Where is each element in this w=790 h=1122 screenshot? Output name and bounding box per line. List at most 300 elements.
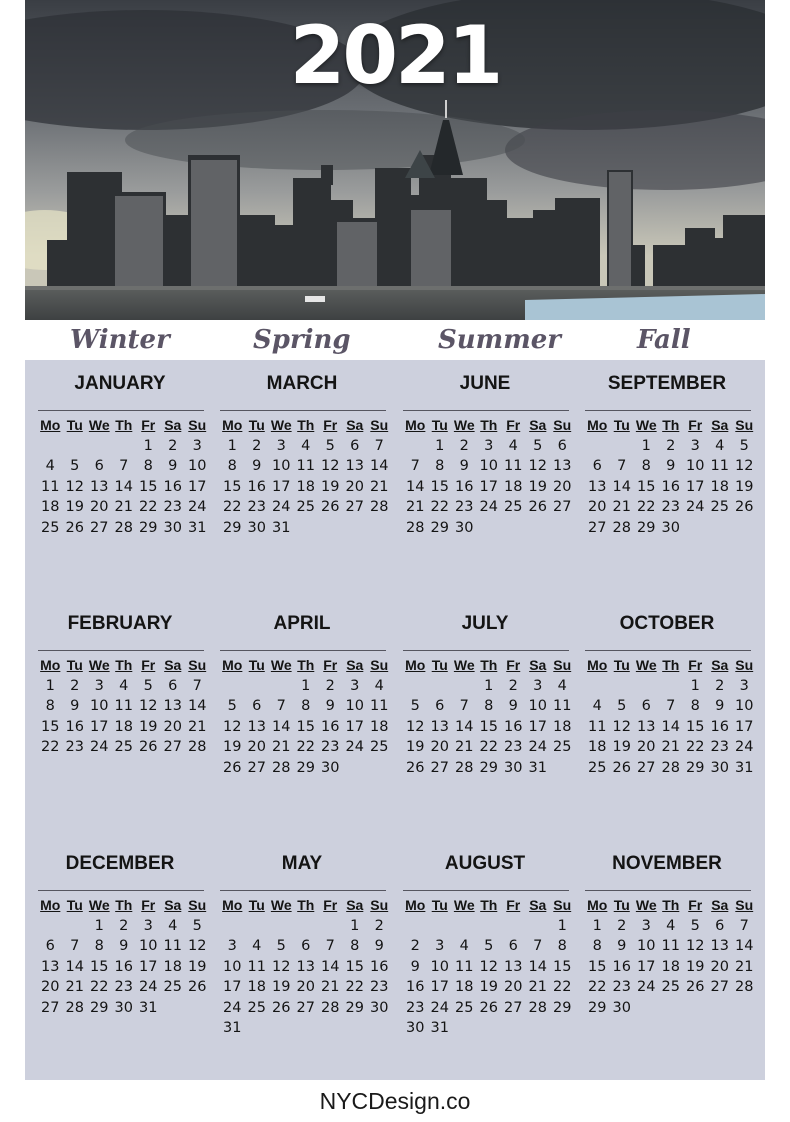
day-number: 3 <box>533 677 543 694</box>
day-number: 26 <box>735 499 754 515</box>
day-number: 18 <box>247 979 266 995</box>
month-block <box>212 370 392 600</box>
day-number: 6 <box>45 938 55 954</box>
day-number: 6 <box>301 938 311 954</box>
day-number: 10 <box>139 938 158 954</box>
weekday-header: Th <box>662 417 680 433</box>
day-number: 9 <box>617 938 627 954</box>
day-number: 18 <box>588 739 607 755</box>
weekday-header: Fr <box>323 417 338 433</box>
weekday-header: Fr <box>506 657 521 673</box>
day-number: 6 <box>252 698 262 714</box>
day-number: 19 <box>321 478 340 495</box>
day-number: 4 <box>374 677 384 694</box>
day-number: 24 <box>188 499 207 515</box>
day-number: 31 <box>223 1020 242 1036</box>
weekday-header: Sa <box>711 897 729 913</box>
day-number: 28 <box>735 979 754 995</box>
day-number: 4 <box>666 917 676 934</box>
season-fall: Fall <box>637 325 691 355</box>
calendar-panel <box>25 360 765 1080</box>
day-number: 6 <box>641 698 651 714</box>
weekday-header: Mo <box>40 657 61 673</box>
month-divider <box>585 650 751 651</box>
day-number: 11 <box>504 458 523 474</box>
day-number: 20 <box>430 739 449 755</box>
weekday-header: Sa <box>529 897 547 913</box>
day-number: 15 <box>637 478 656 495</box>
month-name: OCTOBER <box>619 613 715 634</box>
weekday-header: Th <box>662 657 680 673</box>
day-number: 8 <box>45 698 55 714</box>
day-number: 21 <box>612 499 631 515</box>
day-number: 23 <box>455 499 474 515</box>
month-name: MARCH <box>266 373 338 394</box>
day-number: 1 <box>557 917 567 934</box>
day-number: 16 <box>710 718 729 735</box>
empty-cell <box>220 678 245 699</box>
month-block <box>212 850 392 1080</box>
month-divider <box>220 650 386 651</box>
day-number: 19 <box>188 958 207 975</box>
day-number: 5 <box>533 437 543 454</box>
day-number: 13 <box>163 698 182 714</box>
empty-cell <box>245 678 270 699</box>
day-number: 3 <box>435 938 445 954</box>
weekday-header: Tu <box>431 897 448 913</box>
day-number: 18 <box>710 478 729 495</box>
day-number: 18 <box>163 958 182 975</box>
day-number: 4 <box>715 437 725 454</box>
day-number: 10 <box>272 458 291 474</box>
day-number: 22 <box>296 739 315 755</box>
day-number: 15 <box>553 958 572 975</box>
day-number: 6 <box>592 458 602 474</box>
day-number: 27 <box>345 499 364 515</box>
day-number: 27 <box>553 499 572 515</box>
month-block <box>577 370 757 600</box>
empty-cell <box>269 678 294 699</box>
month-divider <box>403 410 569 411</box>
weekday-header: Tu <box>613 417 630 433</box>
day-number: 26 <box>528 499 547 515</box>
day-number: 9 <box>168 458 178 474</box>
day-number: 29 <box>345 999 364 1016</box>
day-number: 8 <box>227 458 237 474</box>
empty-cell <box>501 918 526 939</box>
day-number: 7 <box>119 458 129 474</box>
weekday-header: Tu <box>613 897 630 913</box>
day-number: 16 <box>406 979 425 995</box>
day-number: 2 <box>325 677 335 694</box>
day-number: 8 <box>557 938 567 954</box>
day-number: 13 <box>553 458 572 474</box>
day-number: 16 <box>65 718 84 735</box>
day-number: 7 <box>325 938 335 954</box>
day-number: 3 <box>484 437 494 454</box>
day-number: 8 <box>301 698 311 714</box>
day-number: 22 <box>139 499 158 515</box>
day-number: 10 <box>430 958 449 975</box>
day-number: 5 <box>227 698 237 714</box>
day-number: 27 <box>710 979 729 995</box>
season-summer: Summer <box>438 325 561 355</box>
day-number: 30 <box>455 519 474 536</box>
day-number: 23 <box>321 739 340 755</box>
day-number: 10 <box>90 698 109 714</box>
day-number: 7 <box>459 698 469 714</box>
day-number: 28 <box>370 499 389 515</box>
day-number: 16 <box>504 718 523 735</box>
weekday-header: Su <box>735 417 754 433</box>
day-number: 3 <box>276 437 286 454</box>
weekday-header: Fr <box>323 897 338 913</box>
day-number: 14 <box>406 478 425 495</box>
day-number: 25 <box>661 979 680 995</box>
day-number: 24 <box>479 499 498 515</box>
day-number: 11 <box>588 718 607 735</box>
day-number: 24 <box>90 739 109 755</box>
month-name: JUNE <box>459 373 511 394</box>
day-number: 11 <box>455 958 474 975</box>
month-divider <box>220 890 386 891</box>
day-number: 17 <box>735 718 754 735</box>
year-title: 2021 <box>289 9 501 102</box>
day-number: 17 <box>188 478 207 495</box>
day-number: 26 <box>272 999 291 1016</box>
day-number: 7 <box>533 938 543 954</box>
day-number: 18 <box>370 718 389 735</box>
month-divider <box>38 650 204 651</box>
day-number: 2 <box>666 437 676 454</box>
day-number: 16 <box>114 958 133 975</box>
weekday-header: Sa <box>164 417 182 433</box>
weekday-header: Su <box>553 417 572 433</box>
empty-cell <box>403 918 428 939</box>
empty-cell <box>63 438 88 459</box>
day-number: 29 <box>637 519 656 536</box>
weekday-header: Tu <box>248 657 265 673</box>
day-number: 3 <box>350 677 360 694</box>
weekday-header: Fr <box>141 657 156 673</box>
day-number: 25 <box>247 999 266 1016</box>
day-number: 21 <box>65 979 84 995</box>
empty-cell <box>87 438 112 459</box>
day-number: 6 <box>435 698 445 714</box>
day-number: 15 <box>223 478 242 495</box>
day-grid <box>403 897 575 1041</box>
empty-cell <box>452 918 477 939</box>
day-number: 28 <box>321 999 340 1016</box>
day-number: 16 <box>321 718 340 735</box>
weekday-header: Sa <box>164 897 182 913</box>
day-number: 2 <box>252 437 262 454</box>
day-number: 22 <box>553 979 572 995</box>
weekday-header: Su <box>735 897 754 913</box>
day-number: 5 <box>325 437 335 454</box>
day-number: 3 <box>739 677 749 694</box>
weekday-header: Sa <box>346 417 364 433</box>
month-block <box>212 610 392 840</box>
weekday-header: Tu <box>66 897 83 913</box>
day-number: 10 <box>637 938 656 954</box>
day-number: 4 <box>252 938 262 954</box>
day-number: 8 <box>143 458 153 474</box>
empty-cell <box>112 438 137 459</box>
skyline-photo <box>25 0 765 320</box>
day-number: 22 <box>637 499 656 515</box>
day-number: 21 <box>406 499 425 515</box>
day-number: 17 <box>223 979 242 995</box>
day-number: 24 <box>430 999 449 1016</box>
weekday-header: Sa <box>529 417 547 433</box>
day-number: 29 <box>296 759 315 776</box>
day-number: 15 <box>479 718 498 735</box>
empty-cell <box>452 678 477 699</box>
empty-cell <box>245 918 270 939</box>
weekday-header: Fr <box>688 657 703 673</box>
day-number: 19 <box>139 718 158 735</box>
day-number: 19 <box>735 478 754 495</box>
day-number: 20 <box>588 499 607 515</box>
day-number: 8 <box>484 698 494 714</box>
day-number: 20 <box>710 958 729 975</box>
day-number: 1 <box>143 437 153 454</box>
day-number: 12 <box>735 458 754 474</box>
day-number: 17 <box>272 478 291 495</box>
day-number: 30 <box>504 759 523 776</box>
day-number: 7 <box>192 677 202 694</box>
day-number: 25 <box>710 499 729 515</box>
day-number: 8 <box>592 938 602 954</box>
month-block <box>395 370 575 600</box>
day-number: 8 <box>690 698 700 714</box>
day-grid <box>403 417 575 540</box>
weekday-header: Fr <box>506 897 521 913</box>
weekday-header: Su <box>188 417 207 433</box>
day-number: 8 <box>641 458 651 474</box>
day-number: 26 <box>139 739 158 755</box>
weekday-header: Th <box>297 897 315 913</box>
day-number: 23 <box>65 739 84 755</box>
weekday-header: Fr <box>688 417 703 433</box>
day-number: 2 <box>508 677 518 694</box>
empty-cell <box>63 918 88 939</box>
day-number: 15 <box>686 718 705 735</box>
day-number: 9 <box>252 458 262 474</box>
month-divider <box>585 410 751 411</box>
day-number: 18 <box>661 958 680 975</box>
month-name: MAY <box>281 853 323 874</box>
weekday-header: Th <box>662 897 680 913</box>
day-number: 12 <box>65 478 84 495</box>
empty-cell <box>610 438 635 459</box>
day-number: 5 <box>70 458 80 474</box>
day-number: 21 <box>370 478 389 495</box>
month-name: AUGUST <box>444 853 526 874</box>
day-number: 24 <box>735 739 754 755</box>
day-number: 30 <box>406 1020 425 1036</box>
day-number: 31 <box>272 519 291 536</box>
day-number: 20 <box>163 718 182 735</box>
empty-cell <box>634 678 659 699</box>
month-divider <box>220 410 386 411</box>
weekday-header: Fr <box>688 897 703 913</box>
day-number: 20 <box>553 478 572 495</box>
day-number: 21 <box>735 958 754 975</box>
day-number: 19 <box>686 958 705 975</box>
month-divider <box>585 890 751 891</box>
day-number: 15 <box>90 958 109 975</box>
day-number: 21 <box>661 739 680 755</box>
day-number: 14 <box>612 478 631 495</box>
weekday-header: Fr <box>506 417 521 433</box>
weekday-header: We <box>453 897 475 913</box>
day-number: 9 <box>70 698 80 714</box>
weekday-header: Tu <box>66 417 83 433</box>
day-number: 19 <box>272 979 291 995</box>
day-number: 28 <box>114 519 133 536</box>
day-number: 24 <box>528 739 547 755</box>
day-number: 13 <box>296 958 315 975</box>
day-number: 31 <box>735 759 754 776</box>
empty-cell <box>610 678 635 699</box>
empty-cell <box>585 678 610 699</box>
day-number: 4 <box>301 437 311 454</box>
day-number: 26 <box>223 759 242 776</box>
day-number: 9 <box>325 698 335 714</box>
day-number: 27 <box>296 999 315 1016</box>
day-number: 7 <box>276 698 286 714</box>
month-name: JANUARY <box>74 373 166 394</box>
day-number: 12 <box>612 718 631 735</box>
day-number: 14 <box>528 958 547 975</box>
day-number: 17 <box>345 718 364 735</box>
day-number: 21 <box>321 979 340 995</box>
day-number: 4 <box>119 677 129 694</box>
day-number: 4 <box>592 698 602 714</box>
day-number: 15 <box>41 718 60 735</box>
day-number: 24 <box>637 979 656 995</box>
day-number: 23 <box>710 739 729 755</box>
day-number: 30 <box>163 519 182 536</box>
day-number: 29 <box>479 759 498 776</box>
day-grid <box>38 657 210 760</box>
month-block <box>395 850 575 1080</box>
day-number: 5 <box>617 698 627 714</box>
day-number: 15 <box>139 478 158 495</box>
day-number: 1 <box>690 677 700 694</box>
day-number: 28 <box>528 999 547 1016</box>
day-number: 13 <box>345 458 364 474</box>
day-number: 7 <box>739 917 749 934</box>
day-number: 13 <box>588 478 607 495</box>
day-number: 7 <box>374 437 384 454</box>
weekday-header: Tu <box>431 657 448 673</box>
day-number: 30 <box>114 999 133 1016</box>
weekday-header: Th <box>480 417 498 433</box>
day-number: 11 <box>41 478 60 495</box>
day-number: 31 <box>430 1020 449 1036</box>
day-number: 3 <box>94 677 104 694</box>
weekday-header: Sa <box>346 657 364 673</box>
day-number: 23 <box>406 999 425 1016</box>
day-number: 13 <box>637 718 656 735</box>
weekday-header: We <box>270 657 292 673</box>
day-number: 19 <box>406 739 425 755</box>
day-number: 17 <box>139 958 158 975</box>
day-number: 23 <box>163 499 182 515</box>
day-number: 5 <box>739 437 749 454</box>
weekday-header: Th <box>115 897 133 913</box>
day-number: 10 <box>223 958 242 975</box>
weekday-header: Su <box>735 657 754 673</box>
weekday-header: Su <box>370 657 389 673</box>
day-number: 16 <box>661 478 680 495</box>
day-number: 28 <box>661 759 680 776</box>
day-number: 22 <box>90 979 109 995</box>
day-number: 9 <box>119 938 129 954</box>
day-number: 11 <box>370 698 389 714</box>
day-number: 18 <box>114 718 133 735</box>
month-block <box>30 610 210 840</box>
day-number: 27 <box>90 519 109 536</box>
weekday-header: Su <box>188 897 207 913</box>
day-number: 12 <box>528 458 547 474</box>
day-number: 18 <box>455 979 474 995</box>
day-number: 20 <box>90 499 109 515</box>
day-grid <box>38 417 210 540</box>
day-grid <box>585 417 757 540</box>
day-number: 30 <box>661 519 680 536</box>
day-number: 25 <box>504 499 523 515</box>
weekday-header: We <box>635 417 657 433</box>
day-number: 6 <box>557 437 567 454</box>
day-number: 28 <box>455 759 474 776</box>
day-number: 27 <box>588 519 607 536</box>
day-number: 7 <box>70 938 80 954</box>
day-number: 18 <box>41 499 60 515</box>
weekday-header: Tu <box>431 417 448 433</box>
day-number: 20 <box>504 979 523 995</box>
day-number: 11 <box>114 698 133 714</box>
weekday-header: Th <box>115 657 133 673</box>
day-number: 20 <box>41 979 60 995</box>
month-divider <box>38 410 204 411</box>
day-number: 30 <box>321 759 340 776</box>
day-number: 14 <box>370 458 389 474</box>
day-number: 23 <box>661 499 680 515</box>
day-number: 11 <box>163 938 182 954</box>
day-number: 14 <box>188 698 207 714</box>
month-block <box>30 850 210 1080</box>
day-number: 10 <box>528 698 547 714</box>
day-number: 30 <box>710 759 729 776</box>
day-number: 9 <box>715 698 725 714</box>
day-number: 26 <box>479 999 498 1016</box>
day-grid <box>403 657 575 780</box>
day-number: 6 <box>168 677 178 694</box>
day-number: 26 <box>321 499 340 515</box>
day-number: 17 <box>430 979 449 995</box>
day-number: 15 <box>296 718 315 735</box>
day-number: 8 <box>94 938 104 954</box>
day-number: 9 <box>374 938 384 954</box>
day-number: 18 <box>553 718 572 735</box>
day-number: 19 <box>479 979 498 995</box>
month-block <box>577 850 757 1080</box>
day-number: 24 <box>686 499 705 515</box>
